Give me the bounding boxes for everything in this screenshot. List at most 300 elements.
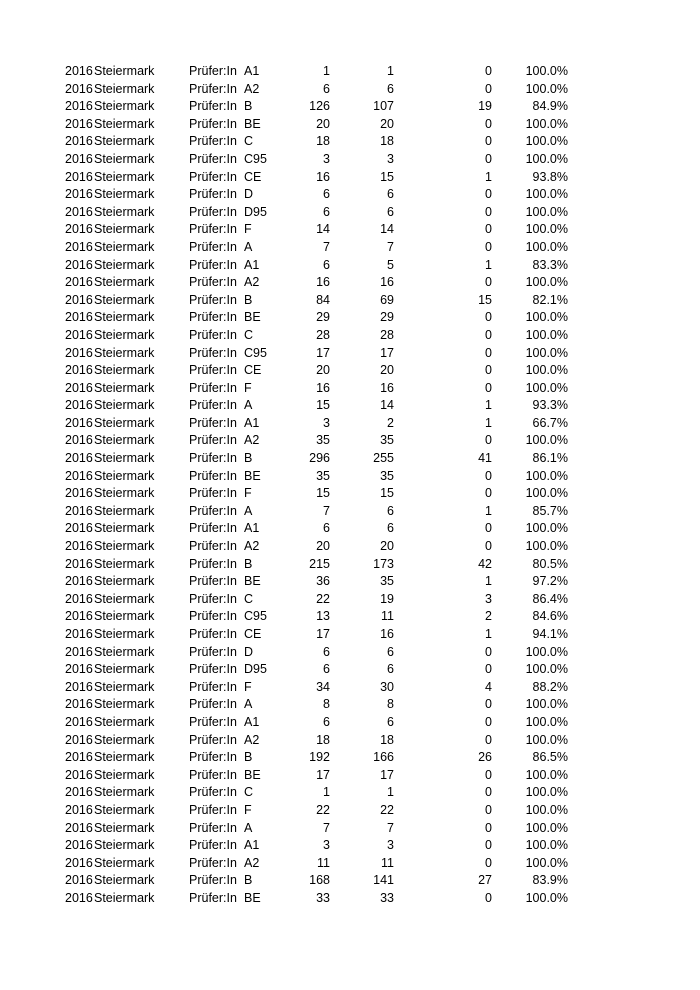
failed-count-cell: 0: [485, 64, 492, 78]
passed-count-cell: 16: [380, 275, 394, 290]
examiner-cell: Prüfer:In: [189, 732, 237, 747]
region-cell: Steiermark: [94, 697, 155, 712]
passed-count-cell: 20: [380, 539, 394, 554]
year-cell: 2016: [65, 556, 93, 571]
examiner-cell: Prüfer:In: [189, 451, 237, 466]
examiner-cell: Prüfer:In: [189, 169, 237, 184]
region-cell: Steiermark: [94, 820, 155, 835]
pass-rate-cell: 93.8%: [532, 169, 568, 184]
year-cell: 2016: [65, 398, 93, 413]
pass-rate-cell: 100.0%: [525, 327, 568, 342]
table-row: [0, 679, 700, 697]
examiner-cell: Prüfer:In: [189, 802, 237, 817]
failed-count-cell: 0: [485, 890, 492, 905]
failed-count-cell: 0: [485, 838, 492, 853]
pass-rate-cell: 100.0%: [525, 732, 568, 747]
failed-count-cell: 0: [485, 468, 492, 483]
failed-count-cell: 0: [485, 662, 492, 677]
total-count-cell: 16: [316, 380, 330, 395]
table-row: [0, 820, 700, 838]
year-cell: 2016: [65, 327, 93, 342]
license-class-cell: A1: [244, 415, 260, 430]
passed-count-cell: 6: [387, 644, 394, 659]
passed-count-cell: 17: [380, 345, 394, 360]
failed-count-cell: 1: [485, 169, 492, 184]
failed-count-cell: 0: [485, 134, 492, 149]
examiner-cell: Prüfer:In: [189, 327, 237, 342]
total-count-cell: 20: [316, 116, 330, 131]
failed-count-cell: 0: [485, 310, 492, 325]
total-count-cell: 126: [309, 99, 330, 114]
region-cell: Steiermark: [94, 855, 155, 870]
region-cell: Steiermark: [94, 556, 155, 571]
region-cell: Steiermark: [94, 310, 155, 325]
failed-count-cell: 0: [485, 327, 492, 342]
total-count-cell: 6: [323, 81, 330, 96]
total-count-cell: 6: [323, 204, 330, 219]
pass-rate-cell: 100.0%: [525, 187, 568, 202]
passed-count-cell: 6: [387, 521, 394, 536]
pass-rate-cell: 84.6%: [532, 609, 568, 624]
table-row: [0, 538, 700, 556]
passed-count-cell: 16: [380, 627, 394, 641]
passed-count-cell: 11: [381, 855, 394, 870]
total-count-cell: 6: [323, 714, 330, 729]
license-class-cell: BE: [244, 890, 261, 905]
year-cell: 2016: [65, 363, 93, 378]
examiner-cell: Prüfer:In: [189, 767, 237, 782]
examiner-cell: Prüfer:In: [189, 486, 237, 501]
region-cell: Steiermark: [94, 398, 155, 413]
total-count-cell: 35: [316, 468, 330, 483]
license-class-cell: A: [244, 697, 253, 712]
total-count-cell: 192: [309, 750, 330, 765]
examiner-cell: Prüfer:In: [189, 679, 237, 694]
region-cell: Steiermark: [94, 732, 155, 747]
examiner-cell: Prüfer:In: [189, 99, 237, 114]
license-class-cell: B: [244, 873, 253, 888]
region-cell: Steiermark: [94, 539, 155, 554]
table-row: [0, 890, 700, 908]
region-cell: Steiermark: [94, 239, 155, 254]
total-count-cell: 29: [316, 310, 330, 325]
examiner-cell: Prüfer:In: [189, 415, 237, 430]
table-row: [0, 855, 700, 873]
examiner-cell: Prüfer:In: [189, 116, 237, 131]
failed-count-cell: 19: [478, 99, 492, 114]
year-cell: 2016: [65, 802, 93, 817]
failed-count-cell: 0: [485, 697, 492, 712]
examiner-cell: Prüfer:In: [189, 609, 237, 624]
passed-count-cell: 7: [387, 239, 394, 254]
region-cell: Steiermark: [94, 275, 155, 290]
pass-rate-cell: 100.0%: [525, 116, 568, 131]
total-count-cell: 36: [316, 574, 330, 589]
passed-count-cell: 255: [373, 451, 394, 466]
license-class-cell: B: [244, 451, 253, 466]
region-cell: Steiermark: [94, 433, 155, 448]
year-cell: 2016: [65, 433, 93, 448]
table-row: [0, 485, 700, 503]
examiner-cell: Prüfer:In: [189, 468, 237, 483]
year-cell: 2016: [65, 486, 93, 501]
pass-rate-cell: 100.0%: [525, 838, 568, 853]
examiner-cell: Prüfer:In: [189, 310, 237, 325]
region-cell: Steiermark: [94, 134, 155, 149]
failed-count-cell: 0: [485, 187, 492, 202]
license-class-cell: A2: [244, 539, 260, 554]
year-cell: 2016: [65, 415, 93, 430]
total-count-cell: 13: [316, 609, 330, 624]
table-row: [0, 239, 700, 257]
year-cell: 2016: [65, 609, 93, 624]
region-cell: Steiermark: [94, 468, 155, 483]
region-cell: Steiermark: [94, 363, 155, 378]
failed-count-cell: 0: [485, 767, 492, 782]
examiner-cell: Prüfer:In: [189, 433, 237, 448]
pass-rate-cell: 100.0%: [525, 662, 568, 677]
license-class-cell: D: [244, 187, 254, 202]
total-count-cell: 1: [323, 785, 330, 800]
failed-count-cell: 2: [485, 609, 492, 624]
table-row: [0, 837, 700, 855]
license-class-cell: C95: [244, 345, 267, 360]
pass-rate-cell: 100.0%: [525, 697, 568, 712]
pass-rate-cell: 82.1%: [532, 292, 568, 307]
year-cell: 2016: [65, 679, 93, 694]
failed-count-cell: 0: [485, 380, 492, 395]
license-class-cell: A: [244, 820, 253, 835]
region-cell: Steiermark: [94, 591, 155, 606]
license-class-cell: B: [244, 99, 253, 114]
passed-count-cell: 8: [387, 697, 394, 712]
table-row: [0, 133, 700, 151]
total-count-cell: 6: [323, 662, 330, 677]
total-count-cell: 17: [316, 627, 330, 641]
table-row: [0, 626, 700, 644]
region-cell: Steiermark: [94, 257, 155, 272]
pass-rate-cell: 100.0%: [525, 275, 568, 290]
passed-count-cell: 20: [380, 116, 394, 131]
examiner-cell: Prüfer:In: [189, 591, 237, 606]
year-cell: 2016: [65, 644, 93, 659]
pass-rate-cell: 94.1%: [532, 627, 568, 641]
table-row: [0, 644, 700, 662]
failed-count-cell: 4: [485, 679, 492, 694]
year-cell: 2016: [65, 503, 93, 518]
license-class-cell: BE: [244, 310, 261, 325]
passed-count-cell: 35: [380, 574, 394, 589]
year-cell: 2016: [65, 380, 93, 395]
year-cell: 2016: [65, 697, 93, 712]
total-count-cell: 6: [323, 644, 330, 659]
failed-count-cell: 0: [485, 345, 492, 360]
examiner-cell: Prüfer:In: [189, 398, 237, 413]
region-cell: Steiermark: [94, 81, 155, 96]
license-class-cell: A2: [244, 81, 260, 96]
region-cell: Steiermark: [94, 521, 155, 536]
pass-rate-cell: 100.0%: [525, 714, 568, 729]
failed-count-cell: 0: [485, 732, 492, 747]
year-cell: 2016: [65, 151, 93, 166]
passed-count-cell: 2: [387, 415, 394, 430]
examiner-cell: Prüfer:In: [189, 714, 237, 729]
passed-count-cell: 14: [380, 398, 394, 413]
examiner-cell: Prüfer:In: [189, 521, 237, 536]
year-cell: 2016: [65, 345, 93, 360]
year-cell: 2016: [65, 187, 93, 202]
region-cell: Steiermark: [94, 785, 155, 800]
pass-rate-cell: 93.3%: [532, 398, 568, 413]
total-count-cell: 18: [316, 732, 330, 747]
examiner-cell: Prüfer:In: [189, 64, 237, 78]
license-class-cell: A2: [244, 732, 260, 747]
license-class-cell: A1: [244, 838, 260, 853]
license-class-cell: A: [244, 503, 253, 518]
passed-count-cell: 29: [380, 310, 394, 325]
failed-count-cell: 0: [485, 204, 492, 219]
total-count-cell: 7: [323, 503, 330, 518]
license-class-cell: D: [244, 644, 254, 659]
failed-count-cell: 0: [485, 714, 492, 729]
table-row: [0, 98, 700, 116]
pass-rate-cell: 100.0%: [525, 644, 568, 659]
pass-rate-cell: 83.3%: [532, 257, 568, 272]
failed-count-cell: 1: [485, 257, 492, 272]
total-count-cell: 168: [309, 873, 330, 888]
table-row: [0, 292, 700, 310]
year-cell: 2016: [65, 873, 93, 888]
total-count-cell: 6: [323, 521, 330, 536]
passed-count-cell: 20: [380, 363, 394, 378]
license-class-cell: C: [244, 327, 254, 342]
total-count-cell: 6: [323, 257, 330, 272]
failed-count-cell: 27: [478, 873, 492, 888]
year-cell: 2016: [65, 627, 93, 641]
license-class-cell: C95: [244, 151, 267, 166]
pass-rate-cell: 88.2%: [532, 679, 568, 694]
table-row: [0, 151, 700, 169]
table-row: [0, 802, 700, 820]
passed-count-cell: 6: [387, 81, 394, 96]
license-class-cell: CE: [244, 169, 262, 184]
passed-count-cell: 6: [387, 503, 394, 518]
total-count-cell: 15: [316, 486, 330, 501]
passed-count-cell: 28: [380, 327, 394, 342]
total-count-cell: 35: [316, 433, 330, 448]
examiner-cell: Prüfer:In: [189, 697, 237, 712]
examiner-cell: Prüfer:In: [189, 838, 237, 853]
year-cell: 2016: [65, 714, 93, 729]
failed-count-cell: 0: [485, 521, 492, 536]
examiner-cell: Prüfer:In: [189, 204, 237, 219]
pass-rate-cell: 66.7%: [532, 415, 568, 430]
examiner-cell: Prüfer:In: [189, 644, 237, 659]
examiner-cell: Prüfer:In: [189, 539, 237, 554]
passed-count-cell: 5: [387, 257, 394, 272]
pass-rate-cell: 100.0%: [525, 204, 568, 219]
examiner-cell: Prüfer:In: [189, 81, 237, 96]
license-class-cell: B: [244, 292, 253, 307]
examiner-cell: Prüfer:In: [189, 627, 237, 641]
pass-rate-cell: 100.0%: [525, 380, 568, 395]
examiner-cell: Prüfer:In: [189, 239, 237, 254]
year-cell: 2016: [65, 64, 93, 78]
license-class-cell: D95: [244, 204, 267, 219]
total-count-cell: 3: [323, 151, 330, 166]
failed-count-cell: 41: [478, 451, 492, 466]
table-row: [0, 397, 700, 415]
pass-rate-cell: 100.0%: [525, 222, 568, 237]
pass-rate-cell: 100.0%: [525, 151, 568, 166]
license-class-cell: C: [244, 591, 254, 606]
total-count-cell: 15: [316, 398, 330, 413]
total-count-cell: 22: [316, 802, 330, 817]
region-cell: Steiermark: [94, 451, 155, 466]
examiner-cell: Prüfer:In: [189, 222, 237, 237]
pass-rate-cell: 80.5%: [532, 556, 568, 571]
examiner-cell: Prüfer:In: [189, 890, 237, 905]
region-cell: Steiermark: [94, 627, 155, 641]
year-cell: 2016: [65, 767, 93, 782]
passed-count-cell: 173: [373, 556, 394, 571]
total-count-cell: 17: [316, 345, 330, 360]
region-cell: Steiermark: [94, 714, 155, 729]
passed-count-cell: 6: [387, 714, 394, 729]
pass-rate-cell: 100.0%: [525, 310, 568, 325]
failed-count-cell: 1: [485, 574, 492, 589]
total-count-cell: 16: [316, 275, 330, 290]
year-cell: 2016: [65, 169, 93, 184]
examiner-cell: Prüfer:In: [189, 820, 237, 835]
table-row: [0, 450, 700, 468]
year-cell: 2016: [65, 785, 93, 800]
license-class-cell: A1: [244, 64, 260, 78]
table-row: [0, 186, 700, 204]
table-row: [0, 696, 700, 714]
pass-rate-cell: 100.0%: [525, 820, 568, 835]
table-row: [0, 415, 700, 433]
table-row: [0, 749, 700, 767]
passed-count-cell: 7: [387, 820, 394, 835]
total-count-cell: 20: [316, 363, 330, 378]
table-row: [0, 81, 700, 99]
region-cell: Steiermark: [94, 662, 155, 677]
region-cell: Steiermark: [94, 838, 155, 853]
total-count-cell: 34: [316, 679, 330, 694]
pass-rate-cell: 84.9%: [532, 99, 568, 114]
license-class-cell: F: [244, 486, 252, 501]
examiner-cell: Prüfer:In: [189, 574, 237, 589]
region-cell: Steiermark: [94, 345, 155, 360]
year-cell: 2016: [65, 750, 93, 765]
data-table: [0, 63, 700, 908]
examiner-cell: Prüfer:In: [189, 855, 237, 870]
region-cell: Steiermark: [94, 169, 155, 184]
failed-count-cell: 0: [485, 116, 492, 131]
table-row: [0, 116, 700, 134]
total-count-cell: 296: [309, 451, 330, 466]
license-class-cell: A1: [244, 714, 260, 729]
pass-rate-cell: 100.0%: [525, 855, 568, 870]
year-cell: 2016: [65, 890, 93, 905]
total-count-cell: 28: [316, 327, 330, 342]
table-row: [0, 556, 700, 574]
year-cell: 2016: [65, 81, 93, 96]
table-row: [0, 345, 700, 363]
table-row: [0, 784, 700, 802]
pass-rate-cell: 86.5%: [532, 750, 568, 765]
passed-count-cell: 30: [380, 679, 394, 694]
failed-count-cell: 0: [485, 239, 492, 254]
license-class-cell: F: [244, 222, 252, 237]
examiner-cell: Prüfer:In: [189, 503, 237, 518]
failed-count-cell: 0: [485, 539, 492, 554]
table-row: [0, 63, 700, 81]
year-cell: 2016: [65, 204, 93, 219]
passed-count-cell: 19: [380, 591, 394, 606]
passed-count-cell: 69: [380, 292, 394, 307]
passed-count-cell: 33: [380, 890, 394, 905]
region-cell: Steiermark: [94, 116, 155, 131]
region-cell: Steiermark: [94, 750, 155, 765]
failed-count-cell: 1: [485, 503, 492, 518]
failed-count-cell: 0: [485, 433, 492, 448]
table-row: [0, 573, 700, 591]
table-row: [0, 380, 700, 398]
region-cell: Steiermark: [94, 644, 155, 659]
examiner-cell: Prüfer:In: [189, 556, 237, 571]
license-class-cell: A2: [244, 855, 260, 870]
license-class-cell: C: [244, 134, 254, 149]
table-row: [0, 468, 700, 486]
year-cell: 2016: [65, 99, 93, 114]
license-class-cell: CE: [244, 363, 262, 378]
region-cell: Steiermark: [94, 609, 155, 624]
region-cell: Steiermark: [94, 64, 155, 78]
license-class-cell: A2: [244, 275, 260, 290]
pass-rate-cell: 100.0%: [525, 134, 568, 149]
license-class-cell: BE: [244, 116, 261, 131]
passed-count-cell: 14: [380, 222, 394, 237]
pass-rate-cell: 83.9%: [532, 873, 568, 888]
year-cell: 2016: [65, 662, 93, 677]
license-class-cell: A: [244, 398, 253, 413]
region-cell: Steiermark: [94, 503, 155, 518]
passed-count-cell: 1: [387, 785, 394, 800]
total-count-cell: 8: [323, 697, 330, 712]
table-row: [0, 732, 700, 750]
table-row: [0, 608, 700, 626]
total-count-cell: 3: [323, 415, 330, 430]
pass-rate-cell: 100.0%: [525, 890, 568, 905]
license-class-cell: BE: [244, 767, 261, 782]
failed-count-cell: 0: [485, 785, 492, 800]
table-row: [0, 503, 700, 521]
license-class-cell: A: [244, 239, 253, 254]
license-class-cell: B: [244, 750, 253, 765]
pass-rate-cell: 100.0%: [525, 767, 568, 782]
examiner-cell: Prüfer:In: [189, 345, 237, 360]
examiner-cell: Prüfer:In: [189, 134, 237, 149]
license-class-cell: D95: [244, 662, 267, 677]
license-class-cell: F: [244, 802, 252, 817]
pass-rate-cell: 86.4%: [532, 591, 568, 606]
year-cell: 2016: [65, 838, 93, 853]
year-cell: 2016: [65, 574, 93, 589]
year-cell: 2016: [65, 539, 93, 554]
examiner-cell: Prüfer:In: [189, 380, 237, 395]
